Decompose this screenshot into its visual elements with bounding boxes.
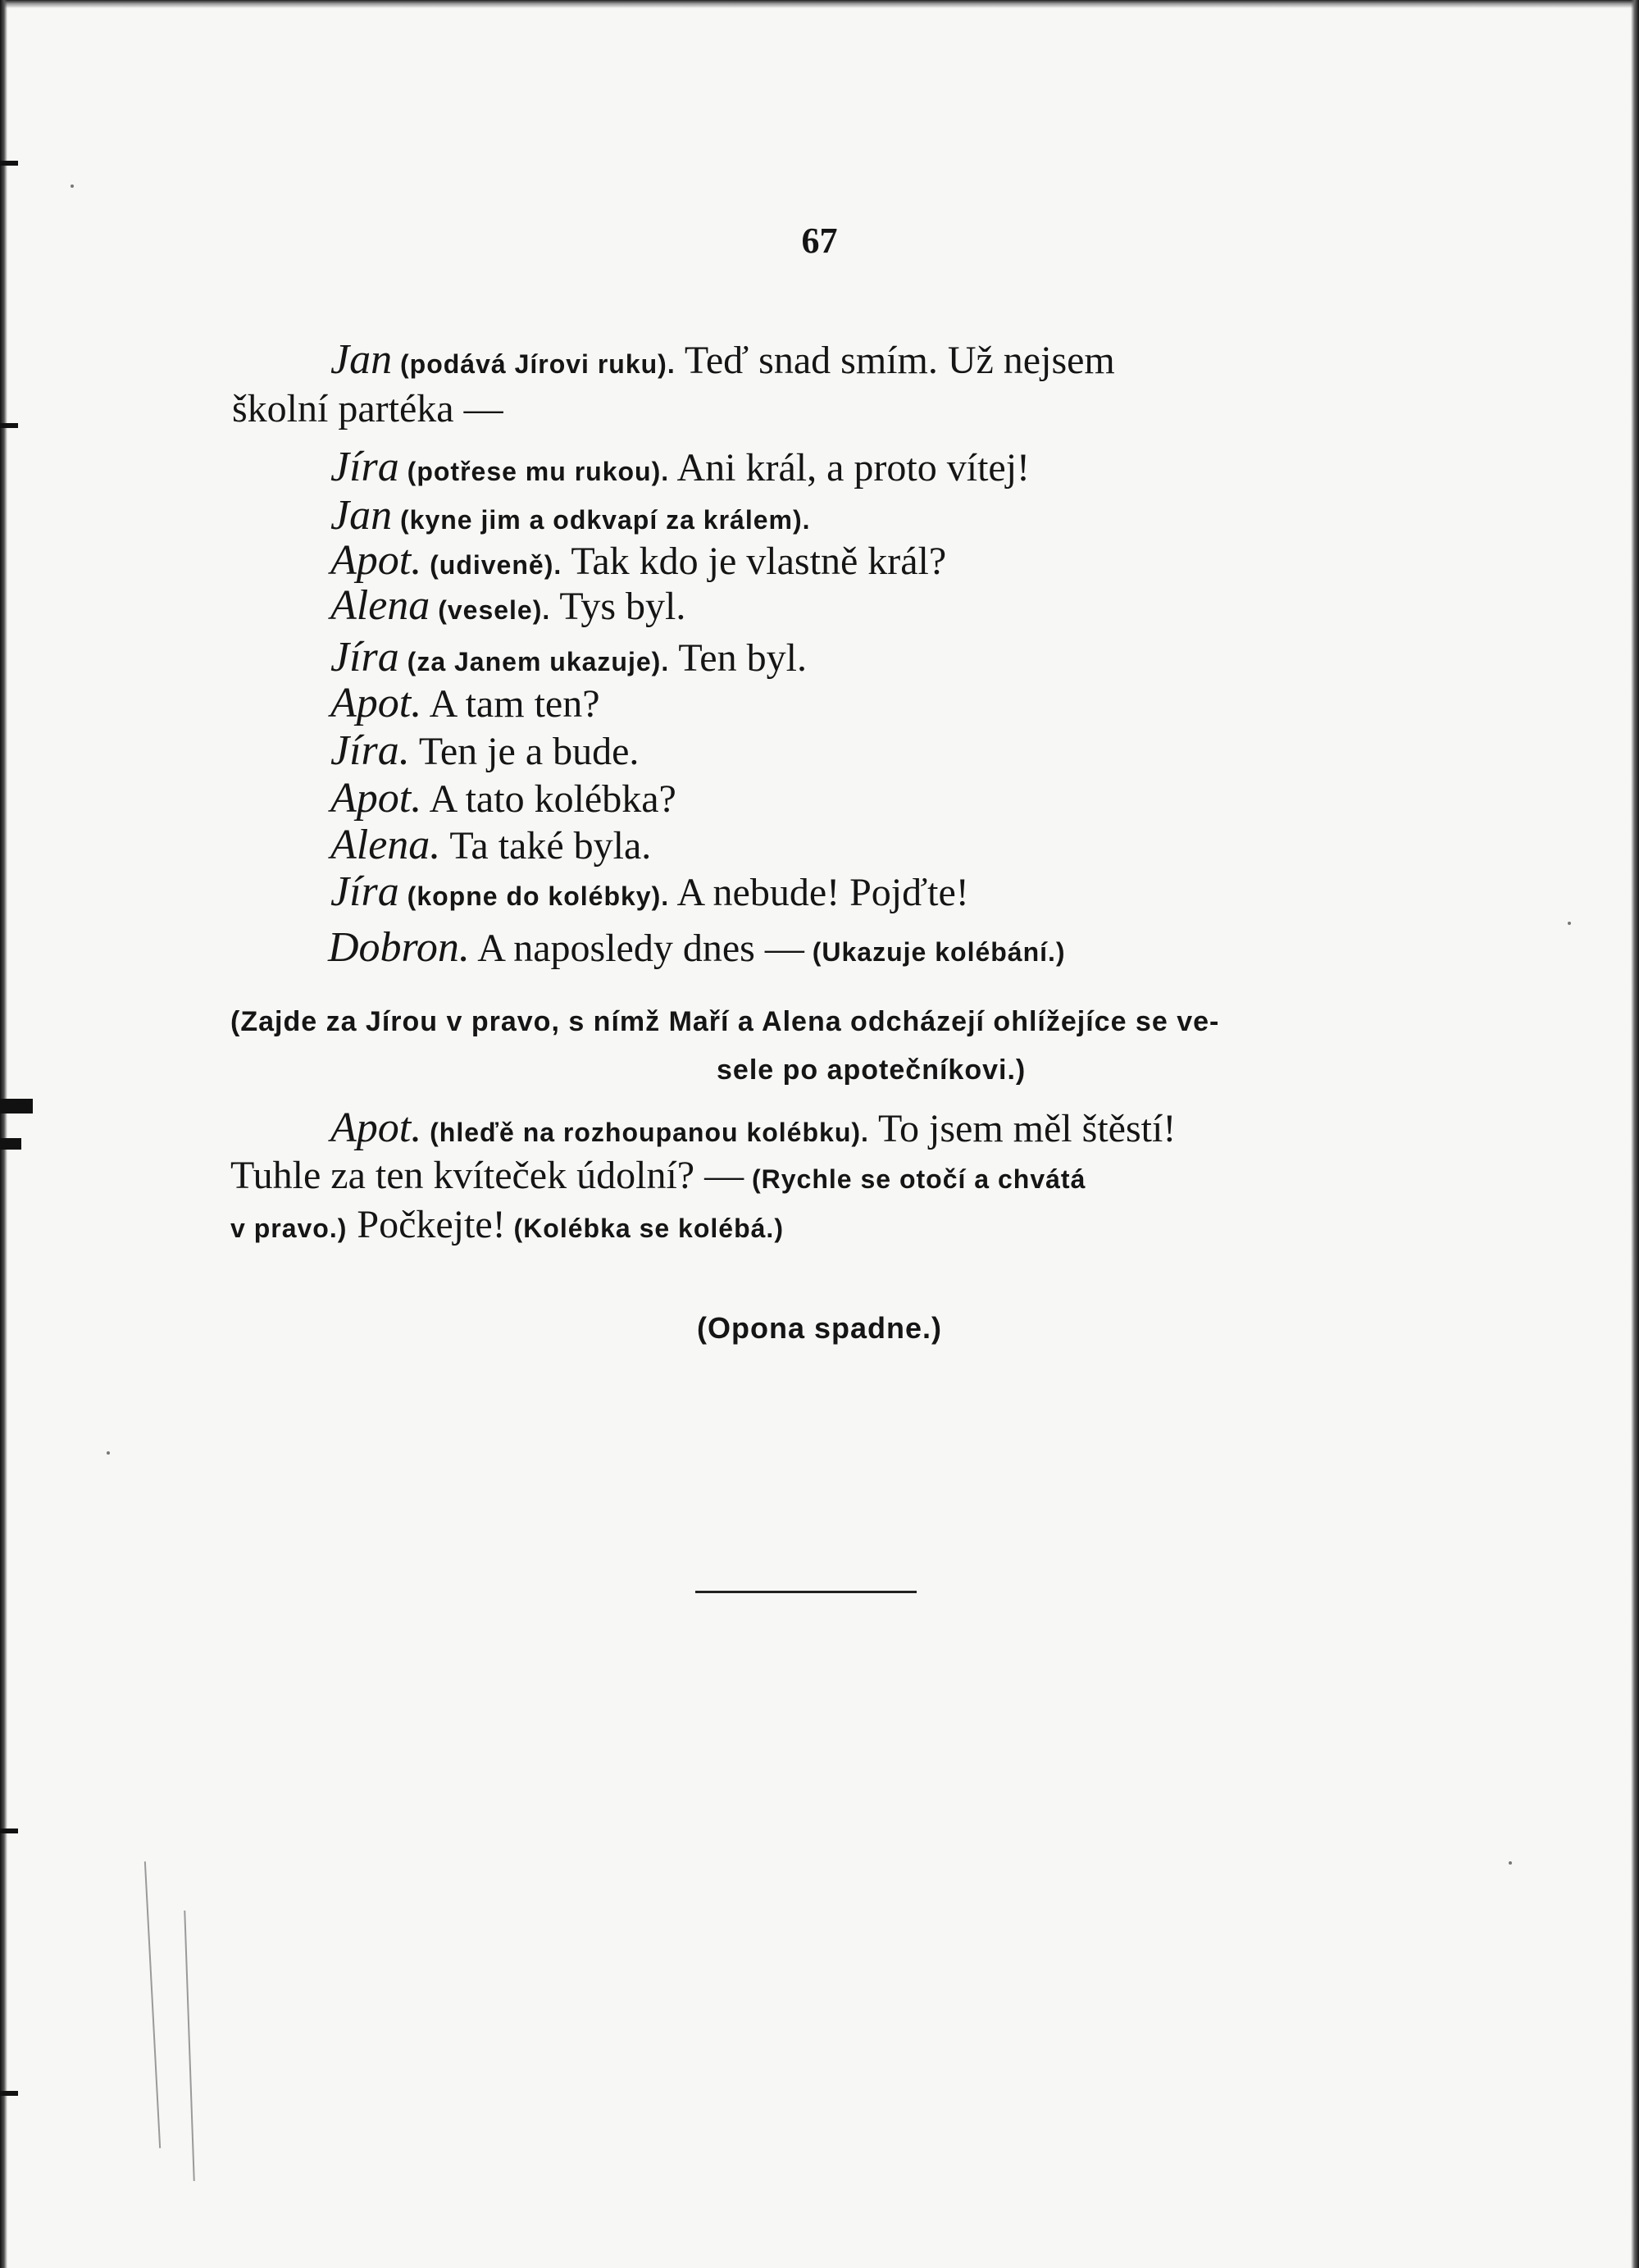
speaker-name: Alena. bbox=[330, 822, 441, 868]
speaker-name: Jíra bbox=[330, 444, 399, 490]
stage-direction: (potřese mu rukou). bbox=[398, 457, 670, 486]
speaker-name: Apot. bbox=[330, 775, 422, 822]
stage-direction: (Rychle se otočí a chvátá bbox=[744, 1164, 1086, 1194]
speaker-name: Dobron. bbox=[328, 924, 470, 971]
dialogue-line bbox=[330, 446, 1030, 489]
speaker-name: Jíra bbox=[330, 868, 399, 915]
binding-mark bbox=[0, 2091, 18, 2096]
dialogue-line bbox=[330, 636, 807, 679]
scan-edge-top bbox=[0, 0, 1639, 8]
stage-note-line: sele po apotečníkovi.) bbox=[717, 1054, 1027, 1086]
dialogue-line bbox=[330, 868, 969, 915]
stage-note-line: (Zajde za Jírou v pravo, s nímž Maří a Alena odcházejí ohlížejíce se ve- bbox=[230, 1006, 1220, 1037]
binding-mark bbox=[0, 423, 18, 428]
speech-text: Ten byl. bbox=[669, 636, 807, 680]
stage-direction: (podává Jírovi ruku). bbox=[392, 349, 676, 379]
stage-direction: (kyne jim a odkvapí za králem). bbox=[392, 505, 811, 535]
speech-text: Teď snad smím. Už nejsem bbox=[675, 339, 1115, 382]
speech-text: Ani král, a proto vítej! bbox=[669, 446, 1031, 490]
scan-speck bbox=[71, 184, 74, 188]
speech-text: Tuhle za ten kvíteček údolní? — bbox=[230, 1154, 744, 1197]
speech-text: A tam ten? bbox=[421, 682, 600, 726]
dialogue-line bbox=[230, 1205, 784, 1245]
speaker-name: Jan bbox=[330, 492, 393, 539]
speech-text: Ten je a bude. bbox=[409, 730, 640, 773]
speech-text: školní partéka — bbox=[232, 387, 503, 430]
speaker-name: Apot. bbox=[330, 680, 422, 726]
stage-direction: (za Janem ukazuje). bbox=[398, 647, 670, 676]
binding-mark bbox=[0, 1138, 21, 1150]
speaker-name: Apot. bbox=[330, 537, 422, 584]
speech-text: Ta také byla. bbox=[440, 824, 652, 868]
dialogue-line bbox=[232, 389, 503, 429]
dialogue-line bbox=[330, 1104, 1177, 1151]
dialogue-line bbox=[330, 727, 640, 774]
stage-direction: (vesele). bbox=[430, 595, 551, 625]
speech-text: Tys byl. bbox=[550, 585, 686, 628]
speaker-name: Jíra bbox=[330, 634, 399, 681]
stage-direction: (udiveně). bbox=[421, 550, 562, 580]
dialogue-line bbox=[330, 494, 811, 537]
speech-text: A tato kolébka? bbox=[421, 777, 676, 821]
scan-speck bbox=[107, 1451, 110, 1455]
scan-scratch bbox=[184, 1910, 195, 2181]
stage-direction: (kopne do kolébky). bbox=[398, 881, 670, 911]
dialogue-line bbox=[328, 924, 1066, 971]
speech-text: A nebude! Pojďte! bbox=[669, 871, 969, 914]
binding-mark bbox=[0, 161, 18, 166]
end-rule bbox=[695, 1591, 917, 1593]
stage-direction: (Kolébka se kolébá.) bbox=[505, 1214, 784, 1243]
binding-mark bbox=[0, 1099, 33, 1114]
dialogue-line bbox=[330, 582, 686, 629]
binding-mark bbox=[0, 1829, 18, 1833]
curtain-falls-note: (Opona spadne.) bbox=[696, 1311, 942, 1345]
scan-speck bbox=[1509, 1861, 1512, 1865]
dialogue-line bbox=[330, 336, 1115, 383]
dialogue-line bbox=[330, 824, 651, 867]
speaker-name: Jan bbox=[330, 336, 393, 383]
scan-scratch bbox=[144, 1861, 161, 2148]
speaker-name: Alena bbox=[330, 582, 430, 629]
scan-edge-left bbox=[0, 0, 7, 2268]
speech-text: Počkejte! bbox=[347, 1203, 506, 1246]
dialogue-line bbox=[330, 682, 600, 725]
stage-direction: v pravo.) bbox=[230, 1214, 348, 1243]
speech-text: To jsem měl štěstí! bbox=[868, 1107, 1177, 1150]
dialogue-line bbox=[330, 777, 676, 820]
scan-edge-right bbox=[1631, 0, 1639, 2268]
stage-direction: (hleďě na rozhoupanou kolébku). bbox=[421, 1118, 869, 1147]
speaker-name: Jíra. bbox=[330, 727, 410, 774]
dialogue-line bbox=[230, 1156, 1086, 1195]
speech-text: A naposledy dnes — bbox=[469, 927, 804, 970]
speaker-name: Apot. bbox=[330, 1104, 422, 1151]
page-number: 67 bbox=[801, 221, 838, 261]
scan-speck bbox=[1568, 922, 1571, 925]
dialogue-line bbox=[330, 537, 947, 584]
stage-direction: (Ukazuje kolébání.) bbox=[804, 937, 1066, 967]
speech-text: Tak kdo je vlastně král? bbox=[562, 540, 947, 583]
